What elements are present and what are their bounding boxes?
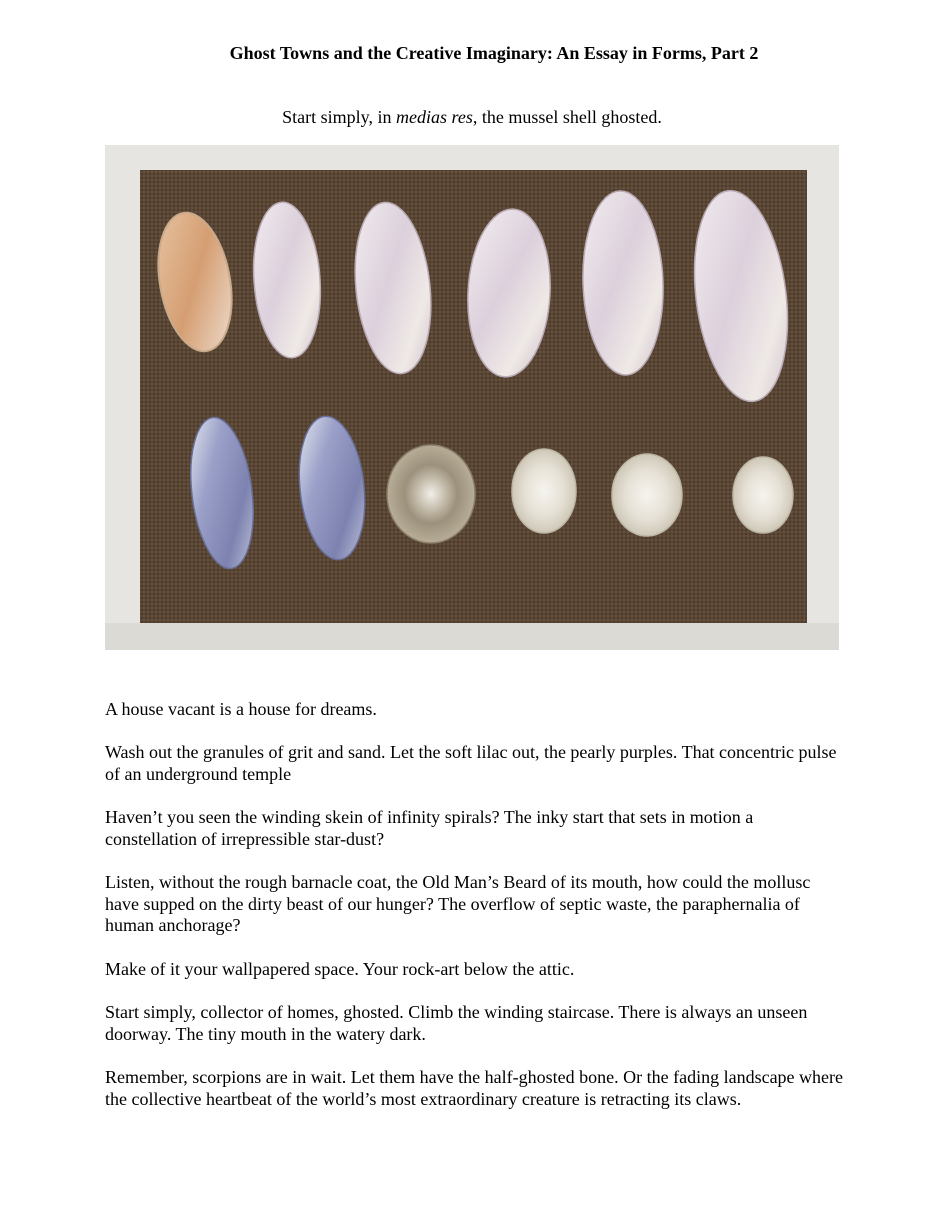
shell-photo [105,145,839,650]
paragraph-2: Wash out the granules of grit and sand. Let the soft lilac out, the pearly purples. That concentric pulse of an underground temple [105,742,837,784]
epigraph-after: , the mussel shell ghosted. [472,107,662,127]
epigraph-before: Start simply, in [282,107,397,127]
paragraph-4: Listen, without the rough barnacle coat, the Old Man’s Beard of its mouth, how could the mollusc have supped on the dirty beast of our hunger? The overflow of septic waste, the paraphernalia of human anchorage? [105,872,811,935]
paragraph-1: A house vacant is a house for dreams. [105,699,377,719]
paragraph-6: Start simply, collector of homes, ghosted. Climb the winding staircase. There is always an unseen doorway. The tiny mouth in the watery dark. [105,1002,808,1044]
document-title: Ghost Towns and the Creative Imaginary: An Essay in Forms, Part 2 [229,43,759,63]
paragraph-3: Haven’t you seen the winding skein of infinity spirals? The inky start that sets in motion a constellation of irrepressible star-dust? [105,807,754,849]
paragraph-7: Remember, scorpions are in wait. Let them have the half-ghosted bone. Or the fading landscape where the collective heartbeat of the world’s most extraordinary creature is retracting its claws. [105,1067,844,1109]
paragraph-5: Make of it your wallpapered space. Your rock-art below the attic. [105,959,575,979]
epigraph-line [0,106,944,128]
epigraph-italic: medias res [396,107,473,127]
